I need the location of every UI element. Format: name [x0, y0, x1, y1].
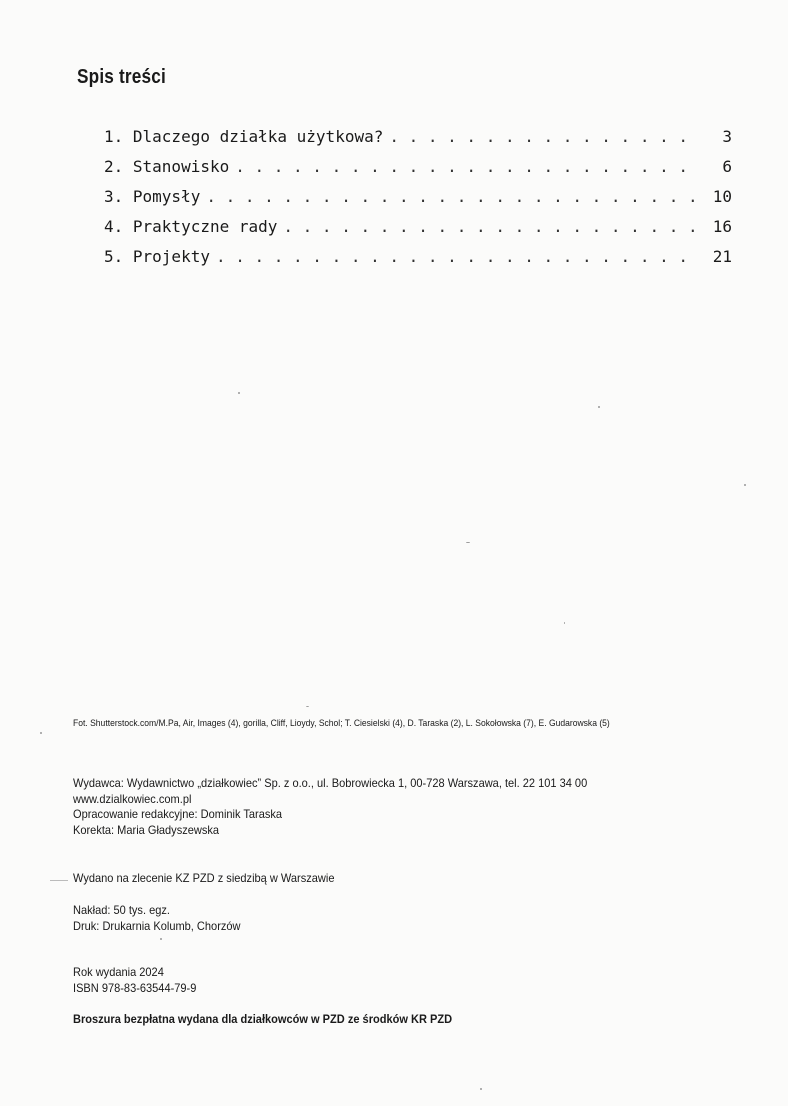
- commission-block: [73, 871, 699, 887]
- table-of-contents: [104, 122, 732, 272]
- publisher-block: [73, 776, 699, 838]
- toc-item-3: [104, 182, 732, 212]
- website-line: www.dzialkowiec.com.pl: [73, 791, 192, 806]
- free-notice-block: [73, 1012, 699, 1028]
- toc-item-4: [104, 212, 732, 242]
- photo-credits-text: Fot. Shutterstock.com/M.Pa, Air, Images (4), gorilla, Cliff, Lioydy, Schol; T. Ciesielski (4), D. Taraska (2), L. Sokołowska (7), E. Gudarowska (5): [73, 718, 610, 729]
- toc-dot-leader: [206, 182, 700, 212]
- paper-speck: [744, 484, 746, 486]
- circulation-line: Nakład: 50 tys. egz.: [73, 903, 170, 917]
- toc-item-label: 5. Projekty: [104, 247, 210, 266]
- paper-speck: [598, 406, 600, 408]
- toc-item-label: 3. Pomysły: [104, 187, 201, 206]
- free-notice-line: Broszura bezpłatna wydana dla działkowców w PZD ze środków KR PZD: [73, 1012, 453, 1026]
- toc-item-page: 21: [712, 247, 732, 266]
- printing-line: Druk: Drukarnia Kolumb, Chorzów: [73, 918, 241, 933]
- paper-speck: [466, 542, 470, 543]
- print-block: [73, 903, 699, 934]
- toc-dot-leader: [216, 242, 700, 272]
- proofreading-line: Korekta: Maria Gładyszewska: [73, 822, 220, 837]
- year-isbn-block: [73, 965, 699, 996]
- toc-item-5: [104, 242, 732, 272]
- toc-item-1: [104, 122, 732, 152]
- toc-item-label: 2. Stanowisko: [104, 157, 230, 176]
- paper-speck: [306, 706, 309, 707]
- toc-dot-leader: [283, 212, 700, 242]
- toc-item-label: 4. Praktyczne rady: [104, 217, 278, 236]
- publisher-line: Wydawca: Wydawnictwo „działkowiec” Sp. z o.o., ul. Bobrowiecka 1, 00-728 Warszawa, tel. 22 101 34 00: [73, 776, 588, 790]
- paper-speck: [40, 732, 42, 734]
- year-line: Rok wydania 2024: [73, 965, 164, 979]
- toc-item-label: 1. Dlaczego działka użytkowa?: [104, 127, 384, 146]
- paper-speck: [50, 880, 68, 881]
- toc-item-2: [104, 152, 732, 182]
- toc-item-page: 3: [722, 127, 732, 146]
- photo-credits: [73, 716, 685, 732]
- toc-item-page: 16: [712, 217, 732, 236]
- commission-line: Wydano na zlecenie KZ PZD z siedzibą w Warszawie: [73, 871, 335, 885]
- paper-speck: [564, 622, 565, 624]
- paper-speck: [480, 1088, 482, 1090]
- isbn-line: ISBN 978-83-63544-79-9: [73, 980, 197, 995]
- toc-dot-leader: [389, 122, 700, 152]
- toc-item-page: 10: [712, 187, 732, 206]
- editing-line: Opracowanie redakcyjne: Dominik Taraska: [73, 807, 283, 821]
- paper-speck: [160, 938, 162, 940]
- paper-speck: [238, 392, 240, 394]
- toc-item-page: 6: [722, 157, 732, 176]
- toc-dot-leader: [235, 152, 700, 182]
- toc-title: Spis treści: [77, 66, 166, 88]
